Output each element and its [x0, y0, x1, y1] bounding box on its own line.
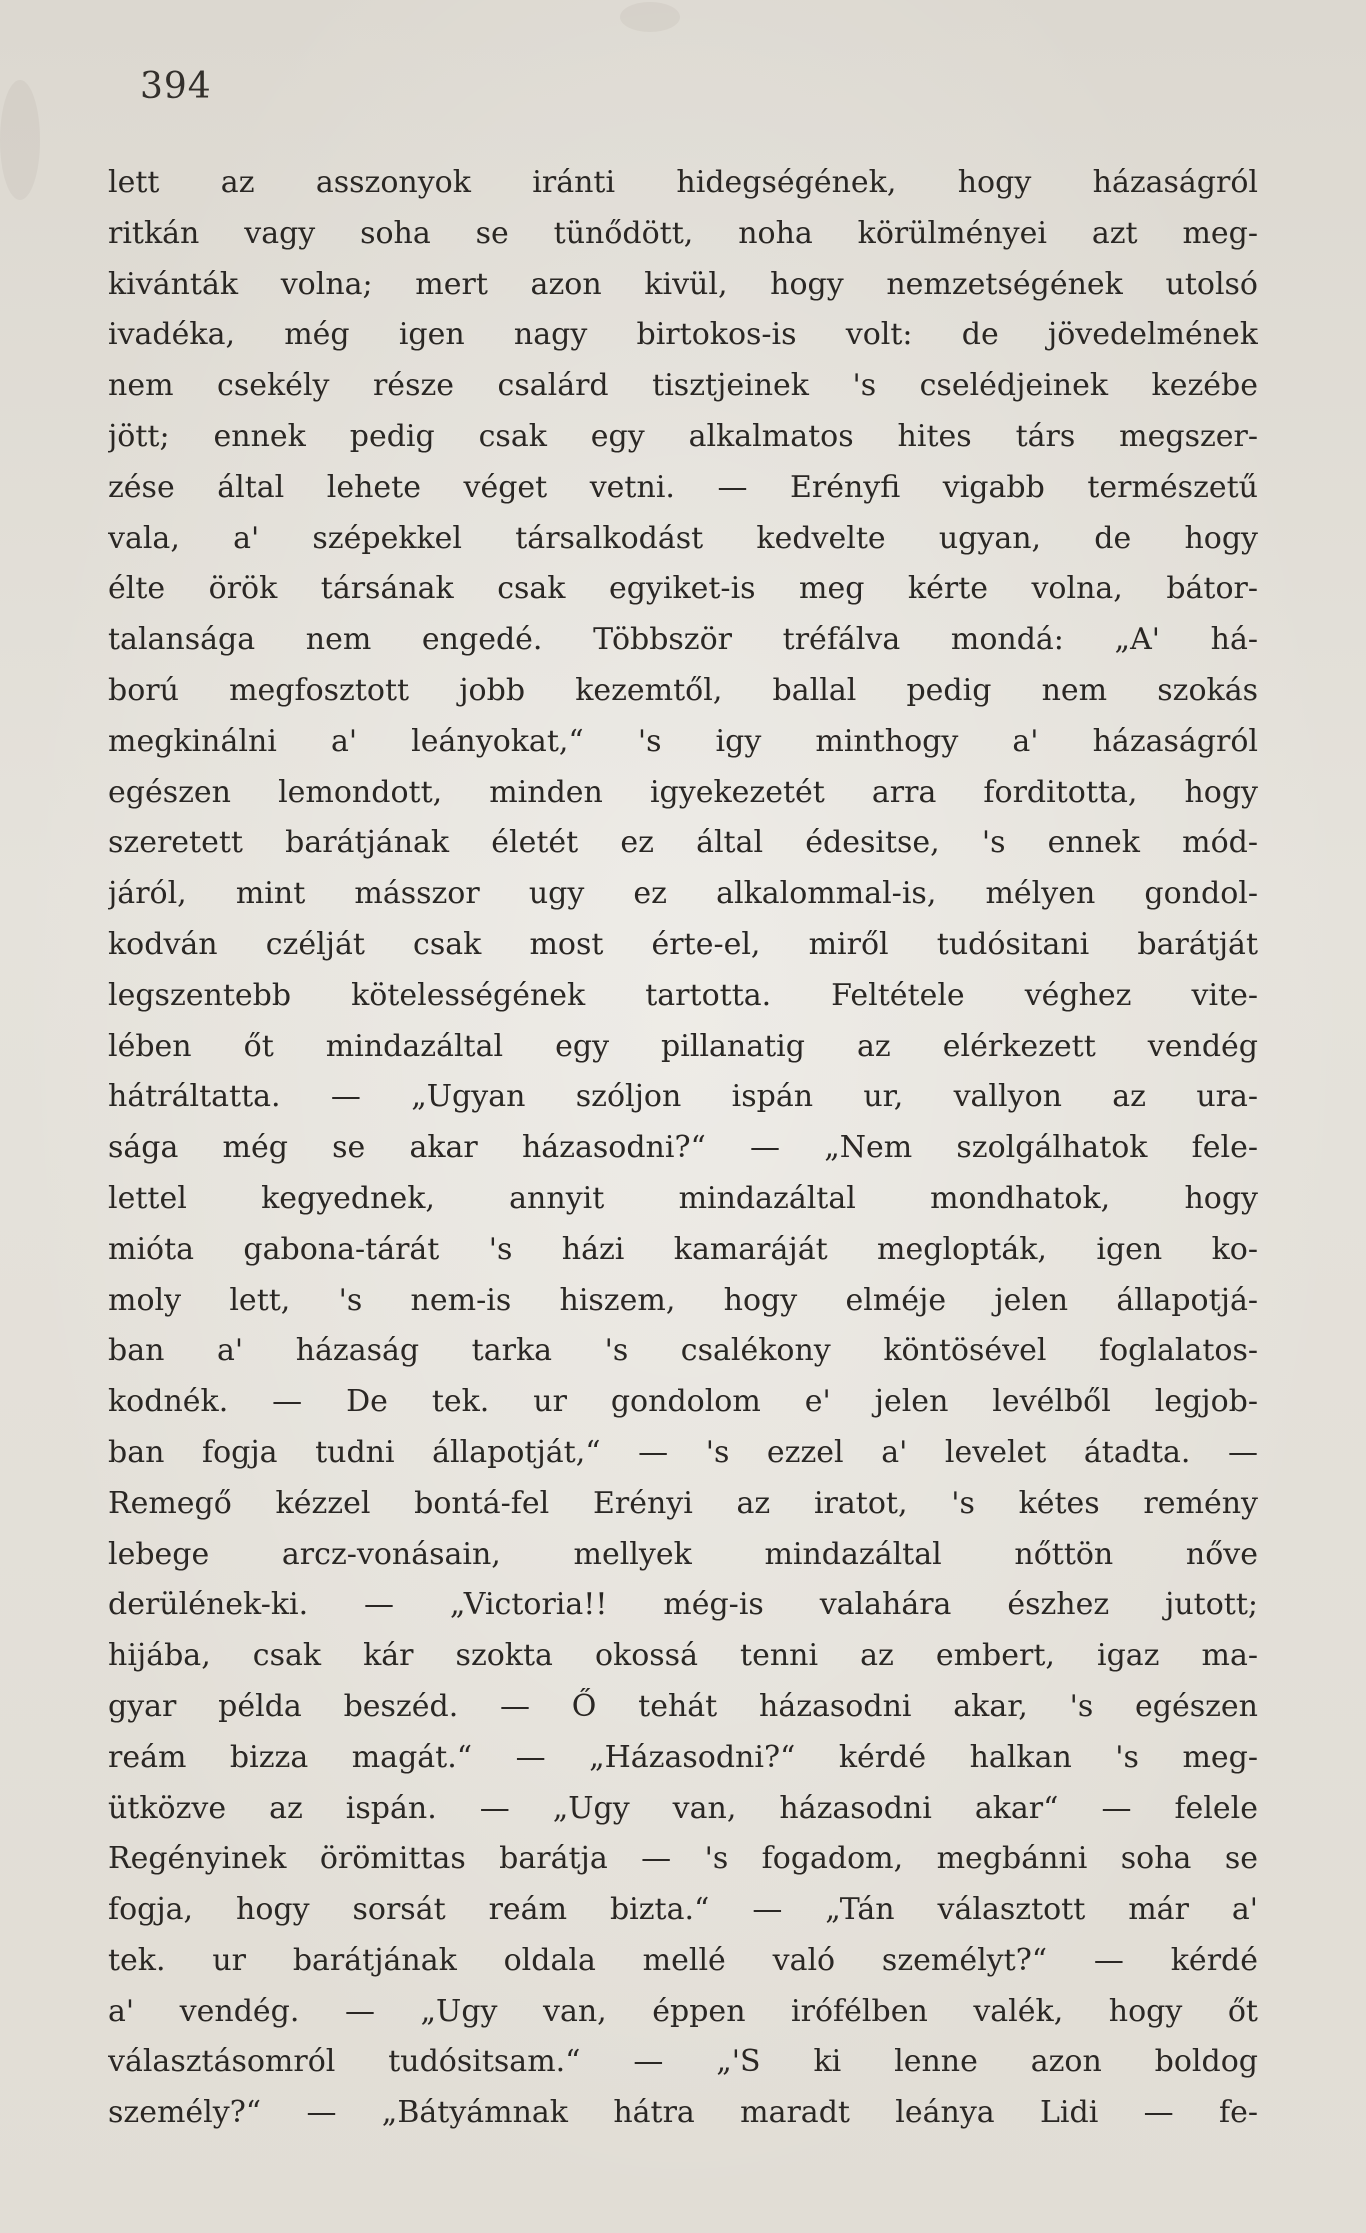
- text-line: reám bizza magát.“ — „Házasodni?“ kérdé halkan 's meg-: [108, 1739, 1258, 1775]
- text-line: szeretett barátjának életét ez által édesitse, 's ennek mód-: [108, 825, 1258, 861]
- text-line: ritkán vagy soha se tünődött, noha körülményei azt meg-: [108, 215, 1258, 251]
- text-line: ütközve az ispán. — „Ugy van, házasodni akar“ — felele: [108, 1790, 1258, 1826]
- text-line: fogja, hogy sorsát reám bizta.“ — „Tán választott már a': [108, 1892, 1258, 1928]
- text-line: ború megfosztott jobb kezemtől, ballal pedig nem szokás: [108, 672, 1258, 708]
- text-line: moly lett, 's nem-is hiszem, hogy elméje jelen állapotjá-: [108, 1282, 1258, 1318]
- text-line: személy?“ — „Bátyámnak hátra maradt leánya Lidi — fe-: [108, 2095, 1258, 2131]
- text-line: lettel kegyednek, annyit mindazáltal mondhatok, hogy: [108, 1180, 1258, 1216]
- text-line: Remegő kézzel bontá-fel Erényi az iratot, 's kétes remény: [108, 1485, 1258, 1521]
- text-line: a' vendég. — „Ugy van, éppen irófélben valék, hogy őt: [108, 1993, 1258, 2029]
- text-line: kodnék. — De tek. ur gondolom e' jelen levélből legjob-: [108, 1384, 1258, 1420]
- text-line: kivánták volna; mert azon kivül, hogy nemzetségének utolsó: [108, 266, 1258, 302]
- text-line: járól, mint másszor ugy ez alkalommal-is, mélyen gondol-: [108, 876, 1258, 912]
- text-line: hátráltatta. — „Ugyan szóljon ispán ur, vallyon az ura-: [108, 1079, 1258, 1115]
- text-line: megkinálni a' leányokat,“ 's igy minthogy a' házaságról: [108, 723, 1258, 759]
- text-line: lett az asszonyok iránti hidegségének, hogy házaságról: [108, 165, 1258, 200]
- text-line: választásomról tudósitsam.“ — „'S ki lenne azon boldog: [108, 2044, 1258, 2080]
- text-line: élte örök társának csak egyiket-is meg kérte volna, bátor-: [108, 571, 1258, 607]
- text-line: sága még se akar házasodni?“ — „Nem szolgálhatok fele-: [108, 1130, 1258, 1166]
- text-line: ban fogja tudni állapotját,“ — 's ezzel a' levelet átadta. —: [108, 1434, 1258, 1470]
- text-line: derülének-ki. — „Victoria!! még-is valahára észhez jutott;: [108, 1587, 1258, 1623]
- text-line: ivadéka, még igen nagy birtokos-is volt: de jövedelmének: [108, 317, 1258, 353]
- paper-stain: [0, 80, 40, 200]
- text-line: Regényinek örömittas barátja — 's fogadom, megbánni soha se: [108, 1841, 1258, 1877]
- paper-stain: [620, 2, 680, 32]
- text-line: ban a' házaság tarka 's csalékony köntösével foglalatos-: [108, 1333, 1258, 1369]
- text-line: egészen lemondott, minden igyekezetét arra forditotta, hogy: [108, 774, 1258, 810]
- text-line: legszentebb kötelességének tartotta. Feltétele véghez vite-: [108, 977, 1258, 1013]
- text-line: tek. ur barátjának oldala mellé való személyt?“ — kérdé: [108, 1942, 1258, 1978]
- page-number: 394: [140, 66, 212, 107]
- text-line: lebege arcz-vonásain, mellyek mindazáltal nőttön nőve: [108, 1536, 1258, 1572]
- text-line: lében őt mindazáltal egy pillanatig az elérkezett vendég: [108, 1028, 1258, 1064]
- text-line: vala, a' szépekkel társalkodást kedvelte ugyan, de hogy: [108, 520, 1258, 556]
- text-line: hijába, csak kár szokta okossá tenni az embert, igaz ma-: [108, 1638, 1258, 1674]
- text-line: talansága nem engedé. Többször tréfálva mondá: „A' há-: [108, 622, 1258, 658]
- text-line: kodván czélját csak most érte-el, miről tudósitani barátját: [108, 926, 1258, 962]
- text-line: gyar példa beszéd. — Ő tehát házasodni akar, 's egészen: [108, 1688, 1258, 1724]
- text-line: jött; ennek pedig csak egy alkalmatos hites társ megszer-: [108, 418, 1258, 454]
- text-line: zése által lehete véget vetni. — Erényfi vigabb természetű: [108, 469, 1258, 505]
- text-line: nem csekély része csalárd tisztjeinek 's cselédjeinek kezébe: [108, 368, 1258, 404]
- text-line: mióta gabona-tárát 's házi kamaráját meglopták, igen ko-: [108, 1231, 1258, 1267]
- body-text: [108, 158, 1258, 2139]
